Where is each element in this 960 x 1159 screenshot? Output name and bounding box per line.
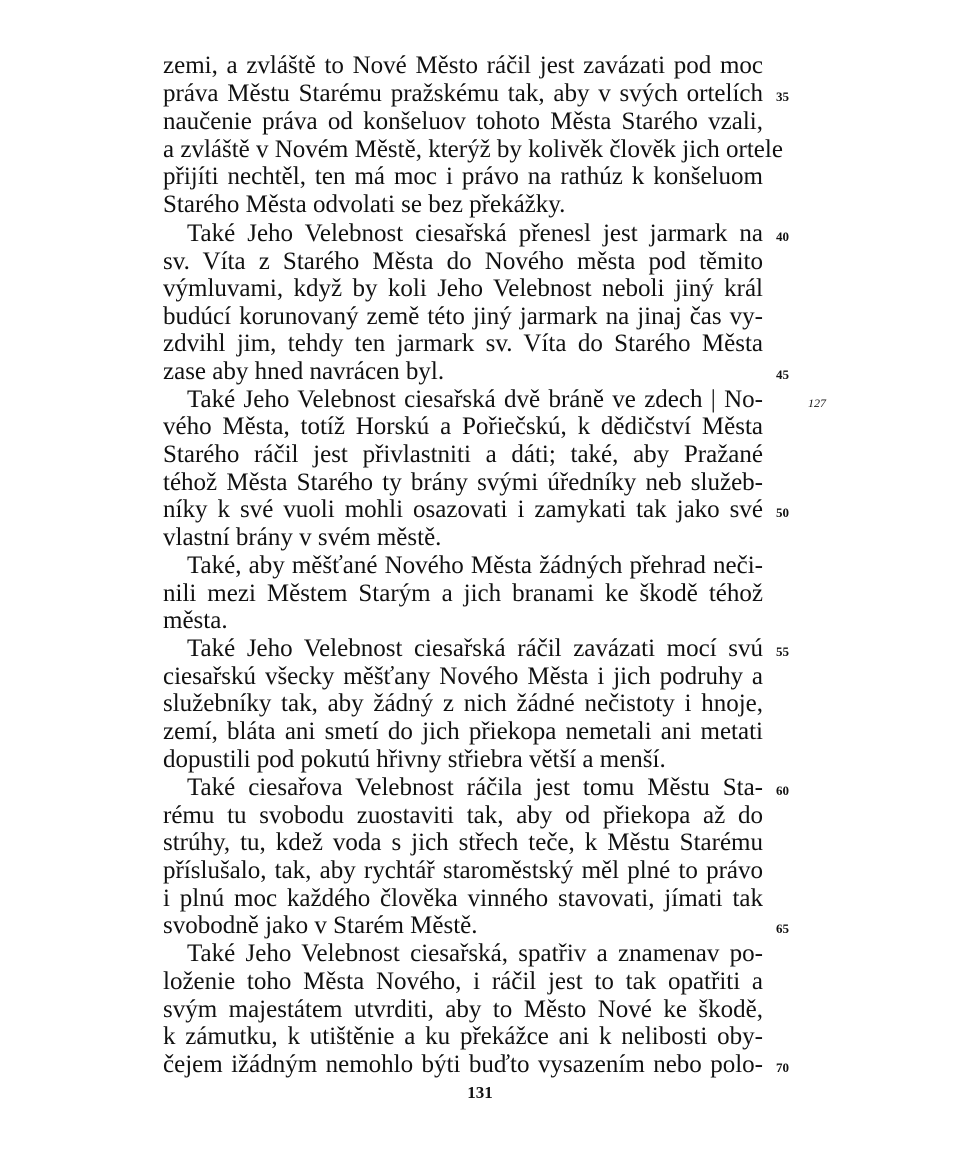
text-line: téhož Města Starého ty brány svými úředníky neb služeb-: [163, 469, 763, 496]
text-line: níky k své vuoli mohli osazovati i zamykati tak jako své: [163, 496, 763, 523]
text-line: i plnú moc každého člověka vinného stavovati, jímati tak: [163, 885, 763, 912]
text-line: ciesařskú všecky měšťany Nového Města i jich podruhy a: [163, 663, 763, 690]
paragraph-start-line: Také Jeho Velebnost ciesařská přenesl jest jarmark na: [187, 220, 763, 247]
text-line: přijíti nechtěl, ten má moc i právo na rathúz k konšeluom: [163, 163, 763, 190]
text-line: zdvihl jim, tehdy ten jarmark sv. Víta do Starého Města: [163, 330, 763, 357]
text-line: naučenie práva od konšeluov tohoto Města Starého vzali,: [163, 108, 763, 135]
text-line: budúcí korunovaný země této jiný jarmark na jinaj čas vy-: [163, 303, 763, 330]
line-number: 60: [776, 783, 789, 798]
text-line: Starého Města odvolati se bez překážky.: [163, 191, 566, 218]
paragraph-start-line: Také Jeho Velebnost ciesařská, spatřiv a znamenav po-: [187, 940, 763, 967]
line-number: 65: [776, 921, 789, 936]
text-line: výmluvami, když by koli Jeho Velebnost neboli jiný král: [163, 275, 763, 302]
text-line: vlastní brány v svém městě.: [163, 524, 442, 551]
text-line: rému tu svobodu zuostaviti tak, aby od přiekopa až do: [163, 802, 763, 829]
text-line: nili mezi Městem Starým a jich branami ke škodě téhož: [163, 580, 763, 607]
text-line: svobodně jako v Starém Městě.: [163, 912, 478, 939]
line-number: 35: [776, 89, 789, 104]
text-line: k zámutku, k utištěnie a ku překážce ani k nelibosti oby-: [163, 1023, 763, 1050]
text-line: služebníky tak, aby žádný z nich žádné nečistoty i hnoje,: [163, 690, 763, 717]
paragraph-start-line: Také ciesařova Velebnost ráčila jest tomu Městu Sta-: [187, 774, 763, 801]
text-line: vého Města, totíž Horskú a Pořiečskú, k dědičství Města: [163, 413, 763, 440]
text-line: svým majestátem utvrditi, aby to Město Nové ke škodě,: [163, 996, 763, 1023]
text-line: strúhy, tu, kdež voda s jich střech teče, k Městu Starému: [163, 829, 763, 856]
text-line: města.: [163, 607, 228, 634]
text-line: zase aby hned navrácen byl.: [163, 358, 445, 385]
line-number: 70: [776, 1060, 789, 1075]
text-line: a zvláště v Novém Městě, kterýž by kolivěk člověk jich ortele: [163, 136, 783, 163]
page-number: 131: [467, 1083, 493, 1102]
text-line: příslušalo, tak, aby rychtář staroměstský měl plné to právo: [163, 857, 763, 884]
text-line: čejem ižádným nemohlo býti buďto vysazením nebo polo-: [163, 1051, 763, 1078]
line-number: 45: [776, 367, 789, 382]
text-line: Starého ráčil jest přivlastniti a dáti; také, aby Pražané: [163, 441, 763, 468]
line-number: 40: [776, 229, 789, 244]
text-line: sv. Víta z Starého Města do Nového města pod těmito: [163, 248, 763, 275]
text-line: dopustili pod pokutú hřivny střiebra větší a menší.: [163, 746, 666, 773]
paragraph-start-line: Také, aby měšťané Nového Města žádných přehrad neči-: [187, 552, 763, 579]
text-line: loženie toho Města Nového, i ráčil jest to tak opatřiti a: [163, 968, 763, 995]
text-line: zemí, bláta ani smetí do jich přiekopa nemetali ani metati: [163, 718, 763, 745]
line-number: 50: [776, 505, 789, 520]
folio-margin-note: 127: [808, 396, 826, 410]
line-number: 55: [776, 644, 789, 659]
paragraph-start-line: Také Jeho Velebnost ciesařská dvě bráně ve zdech | No-: [187, 386, 763, 413]
text-line: zemi, a zvláště to Nové Město ráčil jest zavázati pod moc: [163, 52, 763, 79]
text-line: práva Městu Starému pražskému tak, aby v svých ortelích: [163, 80, 763, 107]
paragraph-start-line: Také Jeho Velebnost ciesařská ráčil zavázati mocí svú: [187, 635, 763, 662]
